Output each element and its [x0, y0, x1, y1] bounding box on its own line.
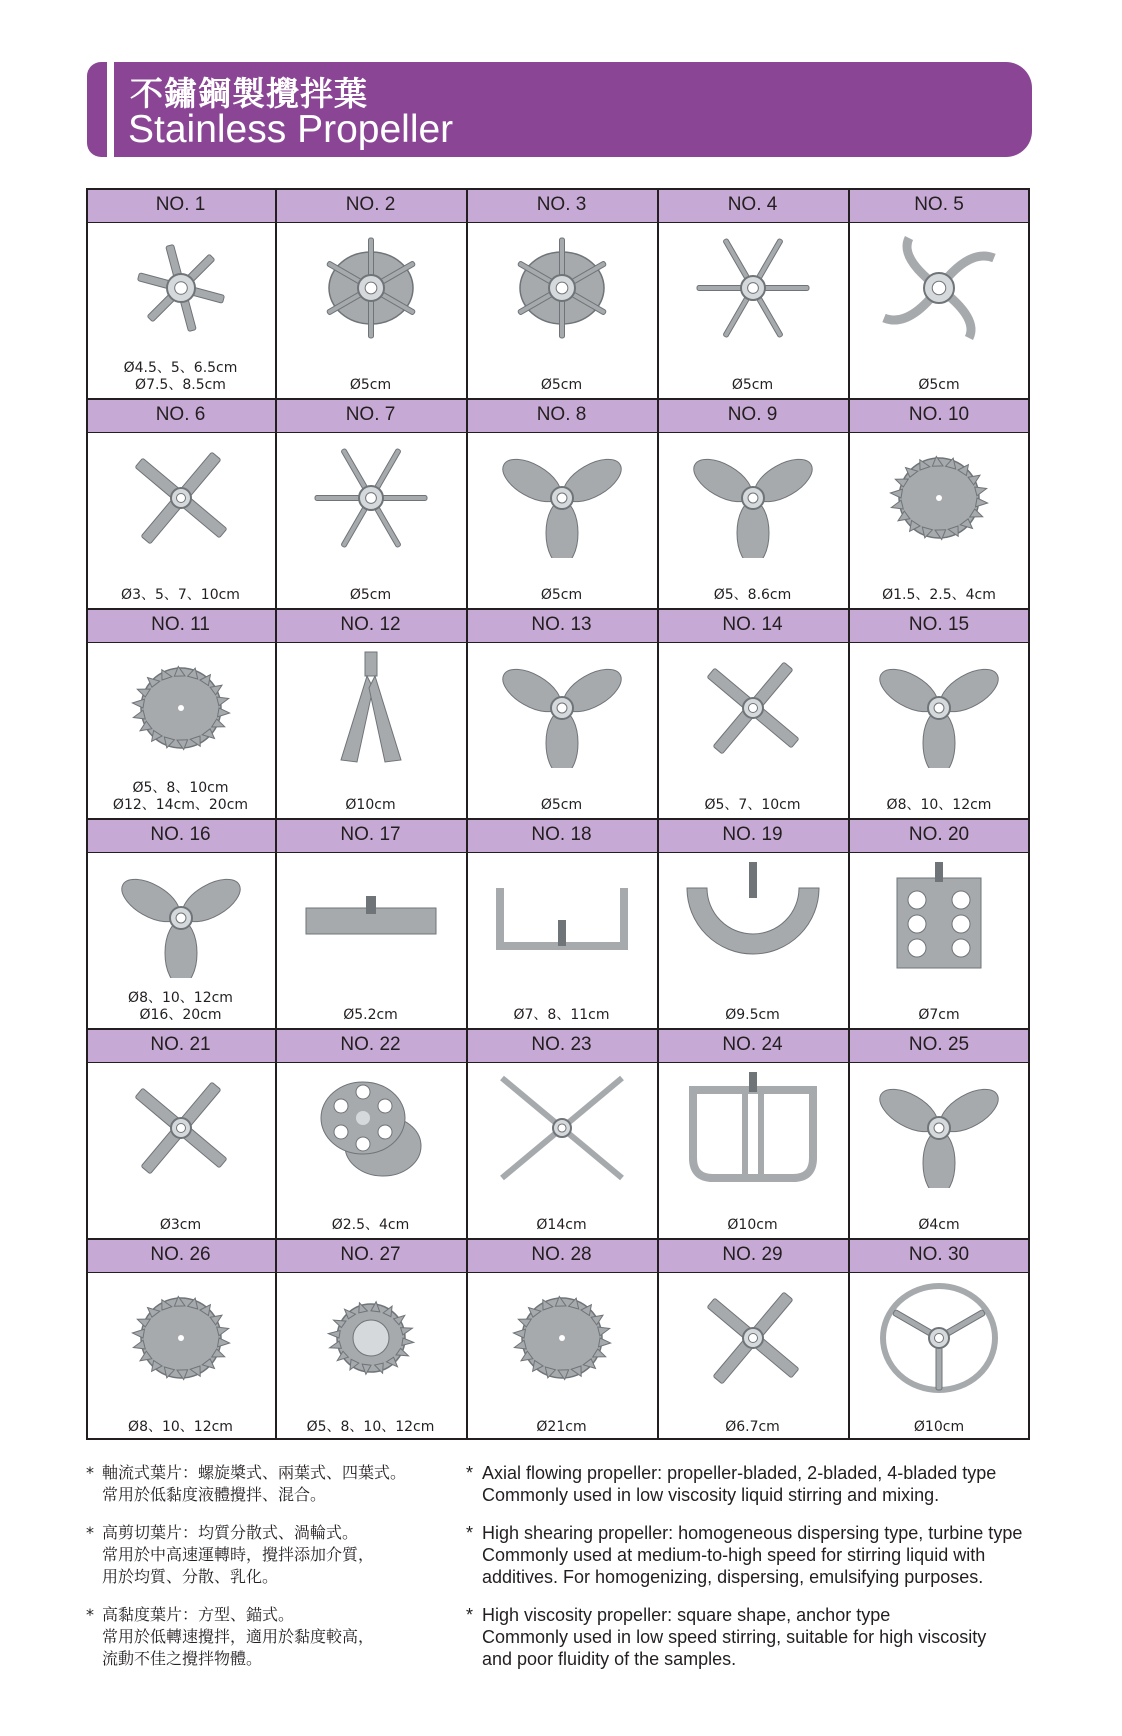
- grid-line: [848, 188, 850, 1440]
- propeller-size: [848, 1007, 1030, 1024]
- ring-spoke-icon: [869, 1278, 1009, 1398]
- propeller-size-line: Ø10cm: [345, 797, 396, 813]
- four-blade-propeller-icon: [683, 1278, 823, 1398]
- bullet-asterisk: *: [86, 1523, 94, 1542]
- propeller-size-line: Ø14cm: [536, 1217, 587, 1233]
- propeller-cell: [657, 1028, 848, 1238]
- grid-line: [86, 818, 1030, 820]
- propeller-number: NO. 30: [848, 1238, 1030, 1272]
- six-blade-propeller-icon: [301, 438, 441, 558]
- note-line: 用於均質、分散、乳化。: [102, 1567, 279, 1586]
- propeller-number: NO. 2: [275, 188, 466, 222]
- propeller-size-line: Ø7cm: [918, 1007, 960, 1023]
- propeller-size-line: Ø3cm: [159, 1217, 202, 1233]
- propeller-body: [848, 432, 1030, 608]
- propeller-number: NO. 19: [657, 818, 848, 852]
- propeller-size-line: Ø7.5、8.5cm: [135, 377, 226, 393]
- propeller-size: [86, 780, 275, 814]
- note-line: High shearing propeller: homogeneous dispersing type, turbine type: [482, 1523, 1023, 1543]
- propeller-cell: [657, 818, 848, 1028]
- bullet-asterisk: *: [466, 1605, 474, 1625]
- propeller-cell: [275, 188, 466, 398]
- propeller-size: [657, 1419, 848, 1436]
- propeller-size: [86, 990, 275, 1024]
- four-blade-propeller-icon: [683, 648, 823, 768]
- propeller-size: [657, 1007, 848, 1024]
- propeller-body: [86, 432, 275, 608]
- four-blade-propeller-icon: [111, 1068, 251, 1188]
- propeller-cell: [466, 1028, 657, 1238]
- propeller-body: [848, 852, 1030, 1028]
- propeller-size: [466, 377, 657, 394]
- propeller-body: [657, 852, 848, 1028]
- propeller-size-line: Ø6.7cm: [725, 1419, 780, 1435]
- disc-pin-propeller-icon: [492, 228, 632, 348]
- page-header: [87, 62, 1032, 157]
- grid-line: [86, 1438, 1030, 1440]
- propeller-cell: [466, 188, 657, 398]
- propeller-number: NO. 21: [86, 1028, 275, 1062]
- propeller-size: [466, 1007, 657, 1024]
- propeller-size: [657, 587, 848, 604]
- propeller-body: [275, 1062, 466, 1238]
- propeller-cell: [466, 818, 657, 1028]
- propeller-size: [86, 1419, 275, 1436]
- propeller-cell: [848, 1238, 1030, 1440]
- propeller-cell: [275, 818, 466, 1028]
- page-title-en: Stainless Propeller: [128, 108, 454, 151]
- note-line: 常用於低黏度液體攪拌、混合。: [102, 1485, 327, 1504]
- six-blade-propeller-icon: [683, 228, 823, 348]
- grid-line: [86, 608, 1030, 610]
- propeller-size-line: Ø5、7、10cm: [704, 797, 801, 813]
- propeller-size-line: Ø5、8.6cm: [713, 587, 792, 603]
- propeller-number: NO. 7: [275, 398, 466, 432]
- propeller-number: NO. 4: [657, 188, 848, 222]
- flat-paddle-icon: [301, 858, 441, 978]
- propeller-body: [466, 852, 657, 1028]
- propeller-size: [275, 1007, 466, 1024]
- grid-line: [86, 1062, 1030, 1063]
- propeller-size: [657, 377, 848, 394]
- propeller-body: [86, 1272, 275, 1440]
- propeller-body: [848, 1062, 1030, 1238]
- propeller-size-line: Ø5cm: [731, 377, 774, 393]
- propeller-body: [657, 1062, 848, 1238]
- curved-four-blade-propeller-icon: [869, 228, 1009, 348]
- propeller-body: [657, 432, 848, 608]
- grid-line: [86, 222, 1030, 223]
- propeller-number: NO. 24: [657, 1028, 848, 1062]
- propeller-size-line: Ø12、14cm、20cm: [112, 797, 249, 813]
- propeller-cell: [275, 608, 466, 818]
- propeller-size-line: Ø1.5、2.5、4cm: [882, 587, 996, 603]
- propeller-body: [848, 642, 1030, 818]
- grid-line: [86, 852, 1030, 853]
- propeller-cell: [657, 608, 848, 818]
- propeller-body: [275, 852, 466, 1028]
- propeller-body: [848, 1272, 1030, 1440]
- note-line: Axial flowing propeller: propeller-bladed, 2-bladed, 4-bladed type: [482, 1463, 997, 1483]
- propeller-size-line: Ø5、8、10cm: [132, 780, 229, 796]
- propeller-size-line: Ø4cm: [918, 1217, 960, 1233]
- propeller-number: NO. 14: [657, 608, 848, 642]
- three-blade-propeller-icon: [869, 1068, 1009, 1188]
- three-blade-propeller-icon: [492, 438, 632, 558]
- header-stripe: [107, 62, 114, 157]
- propeller-size-line: Ø5cm: [540, 587, 583, 603]
- disc-pin-propeller-icon: [301, 228, 441, 348]
- propeller-size: [86, 1217, 275, 1234]
- propeller-cell: [657, 1238, 848, 1440]
- propeller-number: NO. 11: [86, 608, 275, 642]
- propeller-cell: [657, 398, 848, 608]
- propeller-cell: [86, 188, 275, 398]
- perforated-disc-pair-icon: [301, 1068, 441, 1188]
- grid-line: [86, 188, 1030, 190]
- propeller-body: [657, 642, 848, 818]
- propeller-body: [275, 222, 466, 398]
- note-line: 流動不佳之攪拌物體。: [102, 1649, 263, 1668]
- note-line: 常用於中高速運轉時，攪拌添加介質，: [102, 1545, 375, 1564]
- propeller-body: [86, 642, 275, 818]
- propeller-size-line: Ø5cm: [349, 587, 392, 603]
- propeller-body: [86, 222, 275, 398]
- propeller-body: [275, 1272, 466, 1440]
- propeller-body: [466, 1272, 657, 1440]
- propeller-number: NO. 27: [275, 1238, 466, 1272]
- propeller-size-line: Ø7、8、11cm: [513, 1007, 610, 1023]
- sawtooth-disc-icon: [869, 438, 1009, 558]
- propeller-size: [86, 587, 275, 604]
- bullet-asterisk: *: [86, 1463, 94, 1482]
- propeller-size-line: Ø2.5、4cm: [331, 1217, 410, 1233]
- propeller-cell: [86, 1028, 275, 1238]
- propeller-number: NO. 1: [86, 188, 275, 222]
- bullet-asterisk: *: [466, 1463, 474, 1483]
- folding-blade-propeller-icon: [301, 648, 441, 768]
- three-blade-propeller-icon: [683, 438, 823, 558]
- propeller-body: [275, 432, 466, 608]
- bullet-asterisk: *: [86, 1605, 94, 1624]
- propeller-number: NO. 13: [466, 608, 657, 642]
- propeller-number: NO. 5: [848, 188, 1030, 222]
- propeller-number: NO. 12: [275, 608, 466, 642]
- propeller-size: [466, 1217, 657, 1234]
- propeller-cell: [86, 398, 275, 608]
- propeller-body: [466, 642, 657, 818]
- propeller-size-line: Ø5cm: [349, 377, 392, 393]
- propeller-size: [86, 360, 275, 394]
- propeller-cell: [848, 188, 1030, 398]
- propeller-size: [657, 1217, 848, 1234]
- propeller-size: [275, 1217, 466, 1234]
- propeller-size-line: Ø5cm: [540, 797, 583, 813]
- note-line: Commonly used in low viscosity liquid stirring and mixing.: [482, 1485, 940, 1505]
- three-blade-propeller-icon: [111, 858, 251, 978]
- flat-blade-hub-propeller-icon: [111, 228, 251, 348]
- propeller-number: NO. 26: [86, 1238, 275, 1272]
- three-blade-propeller-icon: [869, 648, 1009, 768]
- sawtooth-disc-icon: [111, 1278, 251, 1398]
- propeller-number: NO. 25: [848, 1028, 1030, 1062]
- propeller-body: [466, 222, 657, 398]
- propeller-size-line: Ø10cm: [913, 1419, 965, 1435]
- propeller-size: [275, 797, 466, 814]
- half-moon-anchor-icon: [683, 858, 823, 978]
- propeller-cell: [275, 1238, 466, 1440]
- sawtooth-disc-icon: [492, 1278, 632, 1398]
- note-line: High viscosity propeller: square shape, anchor type: [482, 1605, 891, 1625]
- grid-line: [86, 1028, 1030, 1030]
- propeller-number: NO. 17: [275, 818, 466, 852]
- propeller-body: [275, 642, 466, 818]
- propeller-number: NO. 9: [657, 398, 848, 432]
- propeller-cell: [466, 608, 657, 818]
- propeller-cell: [275, 398, 466, 608]
- propeller-size: [275, 377, 466, 394]
- propeller-size-line: Ø5cm: [918, 377, 960, 393]
- propeller-number: NO. 10: [848, 398, 1030, 432]
- note-text: [482, 1522, 1022, 1588]
- grid-line: [86, 1238, 1030, 1240]
- propeller-size: [275, 1419, 466, 1436]
- propeller-cell: [848, 608, 1030, 818]
- propeller-number: NO. 22: [275, 1028, 466, 1062]
- propeller-size-line: Ø16、20cm: [139, 1007, 222, 1023]
- four-blade-propeller-icon: [111, 438, 251, 558]
- frame-anchor-icon: [683, 1068, 823, 1188]
- propeller-body: [466, 432, 657, 608]
- propeller-cell: [86, 608, 275, 818]
- propeller-cell: [275, 1028, 466, 1238]
- propeller-size-line: Ø3、5、7、10cm: [121, 587, 240, 603]
- propeller-number: NO. 28: [466, 1238, 657, 1272]
- note-line: additives. For homogenizing, dispersing, emulsifying purposes.: [482, 1567, 984, 1587]
- grid-line: [86, 642, 1030, 643]
- turbine-disc-icon: [301, 1278, 441, 1398]
- propeller-body: [657, 1272, 848, 1440]
- note-text: [482, 1604, 986, 1670]
- note-line: Commonly used in low speed stirring, suitable for high viscosity: [482, 1627, 987, 1647]
- propeller-size-line: Ø10cm: [727, 1217, 778, 1233]
- propeller-size-line: Ø5、8、10、12cm: [306, 1419, 435, 1435]
- propeller-size-line: Ø5cm: [540, 377, 583, 393]
- propeller-body: [466, 1062, 657, 1238]
- propeller-body: [86, 852, 275, 1028]
- sawtooth-disc-icon: [111, 648, 251, 768]
- propeller-cell: [86, 818, 275, 1028]
- propeller-size: [848, 797, 1030, 814]
- propeller-cell: [466, 398, 657, 608]
- propeller-cell: [848, 1028, 1030, 1238]
- note-line: 常用於低轉速攪拌，適用於黏度較高，: [102, 1627, 375, 1646]
- propeller-grid: [86, 188, 1030, 1440]
- propeller-size: [466, 1419, 657, 1436]
- note-line: 高剪切葉片：均質分散式、渦輪式。: [102, 1523, 359, 1542]
- grid-line: [86, 398, 1030, 400]
- propeller-number: NO. 23: [466, 1028, 657, 1062]
- propeller-number: NO. 3: [466, 188, 657, 222]
- grid-line: [86, 432, 1030, 433]
- propeller-size-line: Ø8、10、12cm: [128, 1419, 233, 1435]
- propeller-body: [657, 222, 848, 398]
- propeller-number: NO. 29: [657, 1238, 848, 1272]
- bullet-asterisk: *: [466, 1523, 474, 1543]
- propeller-number: NO. 8: [466, 398, 657, 432]
- propeller-body: [86, 1062, 275, 1238]
- page-title-zh: 不鏽鋼製攪拌葉: [130, 74, 368, 113]
- propeller-size-line: Ø5.2cm: [343, 1007, 398, 1023]
- propeller-size-line: Ø4.5、5、6.5cm: [123, 360, 238, 376]
- grid-line: [86, 188, 88, 1440]
- note-text: [102, 1522, 374, 1588]
- propeller-cell: [848, 398, 1030, 608]
- propeller-size: [848, 377, 1030, 394]
- propeller-size-line: Ø8、10、12cm: [886, 797, 992, 813]
- propeller-size: [848, 1217, 1030, 1234]
- note-text: [102, 1604, 374, 1670]
- u-anchor-icon: [492, 858, 632, 978]
- grid-line: [657, 188, 659, 1440]
- propeller-size-line: Ø21cm: [536, 1419, 587, 1435]
- propeller-size: [657, 797, 848, 814]
- propeller-size: [466, 797, 657, 814]
- propeller-number: NO. 18: [466, 818, 657, 852]
- propeller-size-line: Ø8、10、12cm: [128, 990, 233, 1006]
- propeller-size: [275, 587, 466, 604]
- grid-line: [86, 1272, 1030, 1273]
- three-blade-propeller-icon: [492, 648, 632, 768]
- note-text: [102, 1462, 406, 1506]
- propeller-body: [848, 222, 1030, 398]
- grid-line: [1028, 188, 1030, 1440]
- propeller-cell: [86, 1238, 275, 1440]
- propeller-cell: [466, 1238, 657, 1440]
- propeller-cell: [848, 818, 1030, 1028]
- propeller-cell: [657, 188, 848, 398]
- perforated-square-paddle-icon: [869, 858, 1009, 978]
- note-line: Commonly used at medium-to-high speed for stirring liquid with: [482, 1545, 986, 1565]
- note-line: 高黏度葉片：方型、錨式。: [102, 1605, 295, 1624]
- propeller-number: NO. 6: [86, 398, 275, 432]
- propeller-number: NO. 15: [848, 608, 1030, 642]
- note-text: [482, 1462, 996, 1506]
- note-line: 軸流式葉片：螺旋槳式、兩葉式、四葉式。: [102, 1463, 407, 1482]
- propeller-number: NO. 20: [848, 818, 1030, 852]
- grid-line: [466, 188, 468, 1440]
- propeller-size: [848, 1419, 1030, 1436]
- propeller-size: [466, 587, 657, 604]
- propeller-size: [848, 587, 1030, 604]
- grid-line: [275, 188, 277, 1440]
- propeller-number: NO. 16: [86, 818, 275, 852]
- propeller-size-line: Ø9.5cm: [725, 1007, 780, 1023]
- cross-rod-icon: [492, 1068, 632, 1188]
- note-line: and poor fluidity of the samples.: [482, 1649, 737, 1669]
